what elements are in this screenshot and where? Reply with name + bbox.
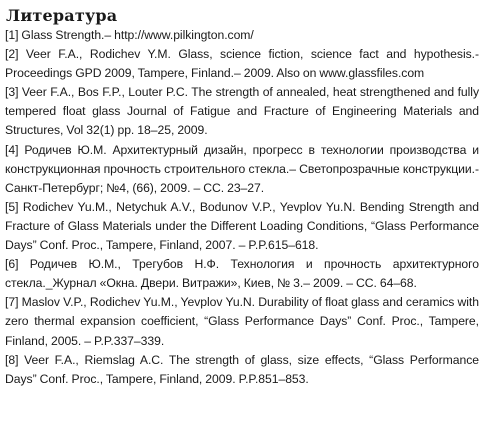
section-heading: Литература (6, 6, 118, 25)
reference-list (5, 26, 479, 389)
reference-item-2: [2] Veer F.A., Rodichev Y.M. Glass, science fiction, science fact and hypothesis.- Proceedings GPD 2009, Tampere, Finland.– 2009. Also on www.glassfiles.com (5, 47, 479, 81)
reference-item-1: [1] Glass Strength.– http://www.pilkington.com/ (5, 28, 254, 42)
reference-item-8: [8] Veer F.A., Riemslag A.C. The strength of glass, size effects, “Glass Performance Days” Conf. Proc., Tampere, Finland, 2009. P.P.851–853. (5, 352, 479, 386)
reference-item-5: [5] Rodichev Yu.M., Netychuk A.V., Bodunov V.P., Yevplov Yu.N. Bending Strength and Fracture of Glass Materials under the Different Loading Conditions, “Glass Performance Days” Conf. Proc., Tampere, Finland, 2007. – P.P.615–618. (5, 199, 479, 253)
reference-item-4: [4] Родичев Ю.М. Архитектурный дизайн, прогресс в технологии производства и конструкционная прочность строительного стекла.– Светопрозрачные конструкции.- Санкт-Петербург; №4, (66), 2009. – СС. 23–27. (5, 142, 479, 195)
reference-item-3: [3] Veer F.A., Bos F.P., Louter P.C. The strength of annealed, heat strengthened and fully tempered float glass Journal of Fatigue and Fracture of Engineering Materials and Structures, Vol 32(1) pp. 18–25, 2009. (5, 85, 479, 138)
reference-item-6: [6] Родичев Ю.М., Трегубов Н.Ф. Технология и прочность архитектурного стекла._Журнал «Окна. Двери. Витражи», Киев, № 3.– 2009. – СС. 64–68. (5, 257, 479, 291)
reference-item-7: [7] Maslov V.P., Rodichev Yu.M., Yevplov Yu.N. Durability of float glass and ceramics with zero thermal expansion coefficient, “Glass Performance Days” Conf. Proc., Tampere, Finland, 2005. – P.P.337–339. (5, 295, 479, 348)
